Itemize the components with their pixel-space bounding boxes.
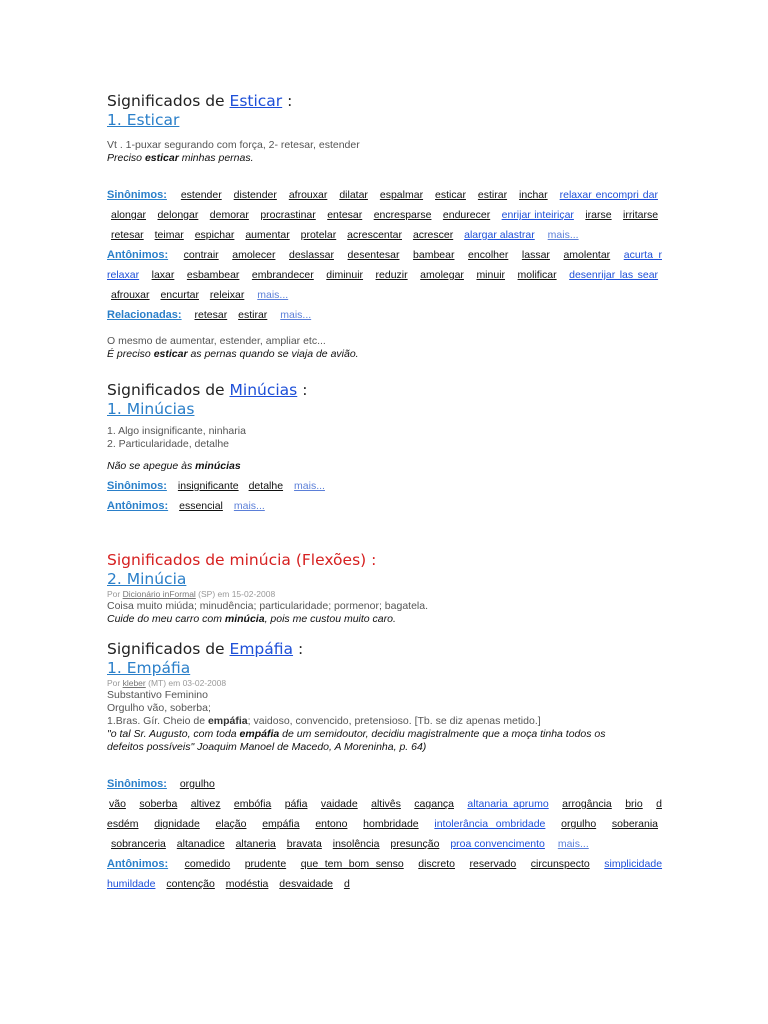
more-related-link[interactable]: mais...	[280, 309, 312, 321]
synonym-link[interactable]: altivez	[190, 798, 221, 810]
section-minucia-flexoes	[107, 551, 667, 626]
synonym-link[interactable]: presunção	[390, 838, 440, 850]
example: É preciso esticar as pernas quando se viaja de avião.	[107, 348, 359, 360]
section-title: Significados de minúcia (Flexões) :	[107, 551, 377, 569]
synonyms-row-minucias	[107, 479, 667, 499]
more-antonyms-link[interactable]: mais...	[257, 289, 289, 301]
synonym-link[interactable]: espichar	[194, 229, 235, 241]
synonym-link[interactable]: aumentar	[245, 229, 290, 241]
title-word-link[interactable]: Minúcias	[229, 381, 298, 399]
synonym-link[interactable]: encresparse	[373, 209, 432, 221]
antonym-link[interactable]: amolegar	[420, 269, 464, 281]
synonym-link[interactable]: procrastinar	[260, 209, 316, 221]
synonym-link[interactable]: orgulho	[179, 778, 215, 790]
antonym-link[interactable]: reduzir	[375, 269, 408, 281]
antonym-link[interactable]: desenrijar las sear	[569, 269, 659, 281]
author-link[interactable]: kleber	[122, 678, 146, 688]
related-label[interactable]: Relacionadas:	[107, 309, 182, 321]
antonym-link[interactable]: encolher	[468, 249, 509, 261]
author-line: Por kleber (MT) em 03-02-2008	[107, 678, 227, 688]
title-word-link[interactable]: Esticar	[229, 92, 283, 110]
entry-heading-link[interactable]: 1. Esticar	[107, 111, 180, 129]
synonym-link[interactable]: altaneria	[235, 838, 276, 850]
related-link[interactable]: retesar	[194, 309, 228, 321]
synonym-link[interactable]: vaidade	[320, 798, 358, 810]
antonyms-label[interactable]: Antônimos:	[107, 858, 169, 870]
synonym-link[interactable]: delongar	[157, 209, 199, 221]
synonym-link[interactable]: demorar	[209, 209, 249, 221]
synonym-link[interactable]: empáfia	[262, 818, 300, 830]
synonym-link[interactable]: brio	[625, 798, 643, 810]
antonym-link[interactable]: discreto	[418, 858, 456, 870]
definition: 2. Particularidade, detalhe	[107, 438, 229, 450]
definition: Substantivo Feminino	[107, 689, 208, 701]
antonym-link[interactable]: lassar	[521, 249, 550, 261]
synonym-link[interactable]: cagança	[414, 798, 454, 810]
entry-heading-link[interactable]: 1. Minúcias	[107, 400, 195, 418]
antonym-link[interactable]: que tem bom senso	[300, 858, 404, 870]
title-suffix: :	[282, 92, 293, 110]
synonym-link[interactable]: enrijar inteiriçar	[501, 209, 574, 221]
example: Preciso esticar minhas pernas.	[107, 152, 254, 164]
antonym-link[interactable]: contrair	[183, 249, 219, 261]
antonym-link[interactable]: essencial	[179, 500, 223, 512]
antonym-link[interactable]: amolecer	[232, 249, 276, 261]
synonym-link[interactable]: hombridade	[363, 818, 419, 830]
synonym-link[interactable]: relaxar encompri dar	[559, 189, 658, 201]
entry-heading-link[interactable]: 1. Empáfia	[107, 659, 191, 677]
synonym-link[interactable]: retesar	[111, 229, 144, 241]
antonyms-label[interactable]: Antônimos:	[107, 249, 169, 261]
antonym-link[interactable]: bambear	[413, 249, 455, 261]
antonym-link[interactable]: amolentar	[563, 249, 611, 261]
section-title: Significados de Empáfia :	[107, 640, 304, 658]
synonym-link[interactable]: estirar	[477, 189, 508, 201]
synonym-link[interactable]: esticar	[435, 189, 466, 201]
antonym-link[interactable]: encurtar	[160, 289, 199, 301]
synonym-link[interactable]: altanaria aprumo	[467, 798, 549, 810]
synonym-link[interactable]: afrouxar	[288, 189, 328, 201]
synonym-link[interactable]: dignidade	[154, 818, 200, 830]
section-title	[107, 92, 667, 111]
synonym-link[interactable]: orgulho	[561, 818, 597, 830]
section-empafia	[107, 640, 667, 754]
synonym-link[interactable]: elação	[215, 818, 247, 830]
antonym-link[interactable]: deslassar	[289, 249, 334, 261]
related-link[interactable]: estirar	[238, 309, 268, 321]
synonym-link[interactable]: dilatar	[339, 189, 368, 201]
antonym-link[interactable]: simplicidade humildade	[107, 858, 663, 890]
synonym-link[interactable]: acrescentar	[347, 229, 403, 241]
definition: 1.Bras. Gír. Cheio de empáfia; vaidoso, convencido, pretensioso. [Tb. se diz apenas metido.]	[107, 715, 541, 727]
synonym-link[interactable]: bravata	[286, 838, 322, 850]
synonym-link[interactable]: embófia	[233, 798, 272, 810]
synonym-link[interactable]: entesar	[327, 209, 363, 221]
antonym-link[interactable]: d	[343, 878, 350, 890]
section-esticar	[107, 92, 667, 165]
title-prefix: Significados de	[107, 92, 230, 110]
antonym-link[interactable]: modéstia	[225, 878, 269, 890]
synonyms-label[interactable]: Sinônimos:	[107, 778, 167, 790]
synonym-link[interactable]: vão	[109, 798, 126, 810]
definition: 1. Algo insignificante, ninharia	[107, 425, 246, 437]
more-synonyms-link[interactable]: mais...	[557, 838, 589, 850]
antonym-link[interactable]: desentesar	[347, 249, 400, 261]
synonym-link[interactable]: insolência	[332, 838, 380, 850]
synonyms-label[interactable]: Sinônimos:	[107, 480, 167, 492]
synonym-link[interactable]: insignificante	[177, 480, 239, 492]
synonym-link[interactable]: inchar	[519, 189, 548, 201]
synonym-link[interactable]: arrogância	[562, 798, 612, 810]
synonym-link[interactable]: alargar alastrar	[464, 229, 535, 241]
example-continuation: defeitos possíveis" Joaquim Manoel de Macedo, A Moreninha, p. 64)	[107, 741, 427, 753]
synonym-link[interactable]: alongar	[111, 209, 147, 221]
definition: Coisa muito miúda; minudência; particularidade; pormenor; bagatela.	[107, 600, 429, 612]
synonym-link[interactable]: detalhe	[248, 480, 284, 492]
antonym-link[interactable]: embrandecer	[251, 269, 314, 281]
antonym-link[interactable]: esbambear	[186, 269, 240, 281]
synonym-link[interactable]: páfia	[284, 798, 308, 810]
author-link[interactable]: Dicionário inFormal	[122, 589, 196, 599]
antonym-link[interactable]: minuir	[476, 269, 506, 281]
synonym-link[interactable]: proa convencimento	[450, 838, 545, 850]
synonym-link[interactable]: altivês	[371, 798, 401, 810]
esticar-second-definition	[107, 335, 667, 361]
synonym-link[interactable]: entono	[315, 818, 348, 830]
antonym-link[interactable]: desvaidade	[279, 878, 334, 890]
antonym-link[interactable]: prudente	[244, 858, 287, 870]
example: "o tal Sr. Augusto, com toda empáfia de um semidoutor, decidiu magistralmente que a moça tinha todos os	[107, 728, 606, 740]
antonym-link[interactable]: releixar	[209, 289, 245, 301]
antonym-link[interactable]: diminuir	[326, 269, 364, 281]
definition: Orgulho vão, soberba;	[107, 702, 211, 714]
section-minucias	[107, 381, 667, 473]
synonym-link[interactable]: d esdém	[107, 798, 662, 830]
section-title: Significados de Minúcias :	[107, 381, 308, 399]
synonym-link[interactable]: distender	[233, 189, 277, 201]
antonym-link[interactable]: circunspecto	[530, 858, 590, 870]
antonym-link[interactable]: comedido	[184, 858, 231, 870]
synonym-link[interactable]: protelar	[300, 229, 337, 241]
synonym-link[interactable]: espalmar	[379, 189, 424, 201]
example: Cuide do meu carro com minúcia, pois me custou muito caro.	[107, 613, 396, 625]
synonym-link[interactable]: teimar	[154, 229, 184, 241]
synonym-link[interactable]: endurecer	[442, 209, 491, 221]
synonym-link[interactable]: acrescer	[412, 229, 454, 241]
antonyms-row-minucias	[107, 499, 667, 519]
antonym-link[interactable]: laxar	[151, 269, 175, 281]
antonym-link[interactable]: acurta r relaxar	[107, 249, 662, 281]
example: Não se apegue às minúcias	[107, 460, 241, 472]
synonym-link[interactable]: estender	[180, 189, 222, 201]
synonym-link[interactable]: sobranceria	[111, 838, 166, 850]
synonym-link[interactable]: soberania	[611, 818, 659, 830]
synonyms-list-empafia	[107, 774, 662, 894]
entry-heading-link[interactable]: 2. Minúcia	[107, 570, 187, 588]
more-synonyms-link[interactable]: mais...	[547, 229, 579, 241]
synonyms-label[interactable]: Sinônimos:	[107, 189, 167, 201]
definition: Vt . 1-puxar segurando com força, 2- retesar, estender	[107, 139, 360, 151]
synonym-link[interactable]: intolerância ombridade	[434, 818, 546, 830]
definition: O mesmo de aumentar, estender, ampliar etc...	[107, 335, 326, 347]
synonym-link[interactable]: irarse	[585, 209, 612, 221]
synonym-link[interactable]: soberba	[139, 798, 178, 810]
more-synonyms-link[interactable]: mais...	[294, 480, 325, 492]
more-antonyms-link[interactable]: mais...	[233, 500, 265, 512]
antonym-link[interactable]: contenção	[166, 878, 215, 890]
synonym-link[interactable]: irritarse	[623, 209, 659, 221]
title-word-link[interactable]: Empáfia	[229, 640, 294, 658]
antonym-link[interactable]: molificar	[517, 269, 557, 281]
synonym-link[interactable]: altanadice	[176, 838, 225, 850]
antonyms-label[interactable]: Antônimos:	[107, 500, 169, 512]
author-line: Por Dicionário inFormal (SP) em 15-02-2008	[107, 589, 276, 599]
antonym-link[interactable]: reservado	[469, 858, 517, 870]
antonym-link[interactable]: afrouxar	[111, 289, 150, 301]
synonyms-list-esticar	[107, 185, 662, 325]
